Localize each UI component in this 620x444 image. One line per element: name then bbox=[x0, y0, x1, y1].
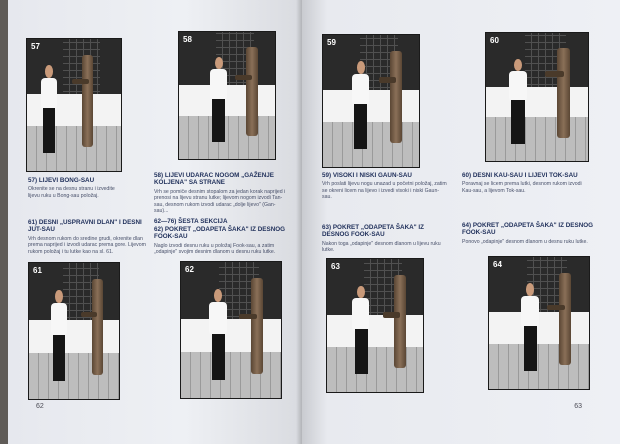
caption-body: Nakon toga „odapinje" desnom dlanom u lijevu ruku lutke. bbox=[322, 240, 441, 254]
photo-57 bbox=[26, 38, 122, 172]
photo-number: 57 bbox=[31, 42, 40, 51]
photo-number: 63 bbox=[331, 262, 340, 271]
photo-number: 64 bbox=[493, 260, 502, 269]
photo-60 bbox=[485, 32, 589, 162]
caption-title: 57) LIJEVI BONG-SAU bbox=[28, 177, 95, 184]
photo-59 bbox=[322, 34, 420, 168]
caption-title: 62) POKRET „ODAPETA ŠAKA" IZ DESNOG FOOK-SAU bbox=[154, 226, 286, 241]
caption-body: Naglo izvodi desnu ruku u položaj Fook-sau, a zatim „odapinje" svojim desnim dlanom u desnu ruku lutke. bbox=[154, 242, 276, 256]
caption-title: 58) LIJEVI UDARAC NOGOM „GAŽENJE KOLJENA" SA STRANE bbox=[154, 172, 275, 187]
caption-title: 64) POKRET „ODAPETA ŠAKA" IZ DESNOG FOOK-SAU bbox=[462, 222, 594, 237]
caption-60 bbox=[462, 172, 594, 194]
caption-body: Vrh poslati lijevu nogu unazad u početni položaj, zatim se okreni licem na lijevo i izvedi visoki i niski Gaun-sau. bbox=[322, 181, 447, 201]
photo-number: 59 bbox=[327, 38, 336, 47]
caption-62 bbox=[154, 226, 288, 256]
caption-title: 61) DESNI „USPRAVNI DLAN" I DESNI JUT-SAU bbox=[28, 219, 142, 234]
caption-title: 60) DESNI KAU-SAU I LIJEVI TOK-SAU bbox=[462, 172, 578, 179]
page-number: 62 bbox=[36, 403, 44, 410]
caption-section bbox=[154, 218, 288, 225]
caption-body: Vrh se pomiče desnim stopalom za jedan korak naprijed i prenosi na lijevu stranu lutke; lijevom nogom izvodi Tan-sau, desnom rukom izvodi udarac „dolje lijevo" (Gan-sau)... bbox=[154, 188, 286, 215]
caption-title: 59) VISOKI I NISKI GAUN-SAU bbox=[322, 172, 412, 179]
caption-title: 62—76) ŠESTA SEKCIJA bbox=[154, 218, 228, 225]
photo-61 bbox=[28, 262, 120, 400]
caption-59 bbox=[322, 172, 448, 201]
caption-body: Vrh desnom rukom do sredine grudi, okrenite dlan prema naprijed i izvodi udarac prema gore. Lijevom rukom položaj i tu lutke kao na sl. 61. bbox=[28, 235, 146, 255]
right-page bbox=[302, 0, 620, 444]
caption-body: Poravnaj se licem prema lutki, desnom rukom izvodi Kau-sau, a lijevom Tok-sau. bbox=[462, 181, 582, 194]
caption-63 bbox=[322, 224, 444, 254]
page-number: 63 bbox=[574, 403, 582, 410]
caption-57 bbox=[28, 177, 124, 199]
caption-body: Ponovo „odapinje" desnom dlanom u desnu ruku lutke. bbox=[462, 238, 588, 245]
photo-62 bbox=[180, 261, 282, 399]
photo-64 bbox=[488, 256, 590, 390]
photo-number: 61 bbox=[33, 266, 42, 275]
caption-64 bbox=[462, 222, 594, 245]
photo-number: 60 bbox=[490, 36, 499, 45]
caption-58 bbox=[154, 172, 288, 214]
photo-number: 62 bbox=[185, 265, 194, 274]
photo-63 bbox=[326, 258, 424, 393]
caption-body: Okrenite se na desnu stranu i izvedite lijevu ruku u Bong-sau položaj. bbox=[28, 186, 115, 199]
caption-61 bbox=[28, 219, 146, 255]
left-page bbox=[8, 0, 302, 444]
photo-number: 58 bbox=[183, 35, 192, 44]
photo-58 bbox=[178, 31, 276, 160]
caption-title: 63) POKRET „ODAPETA ŠAKA" IZ DESNOG FOOK-SAU bbox=[322, 224, 424, 239]
